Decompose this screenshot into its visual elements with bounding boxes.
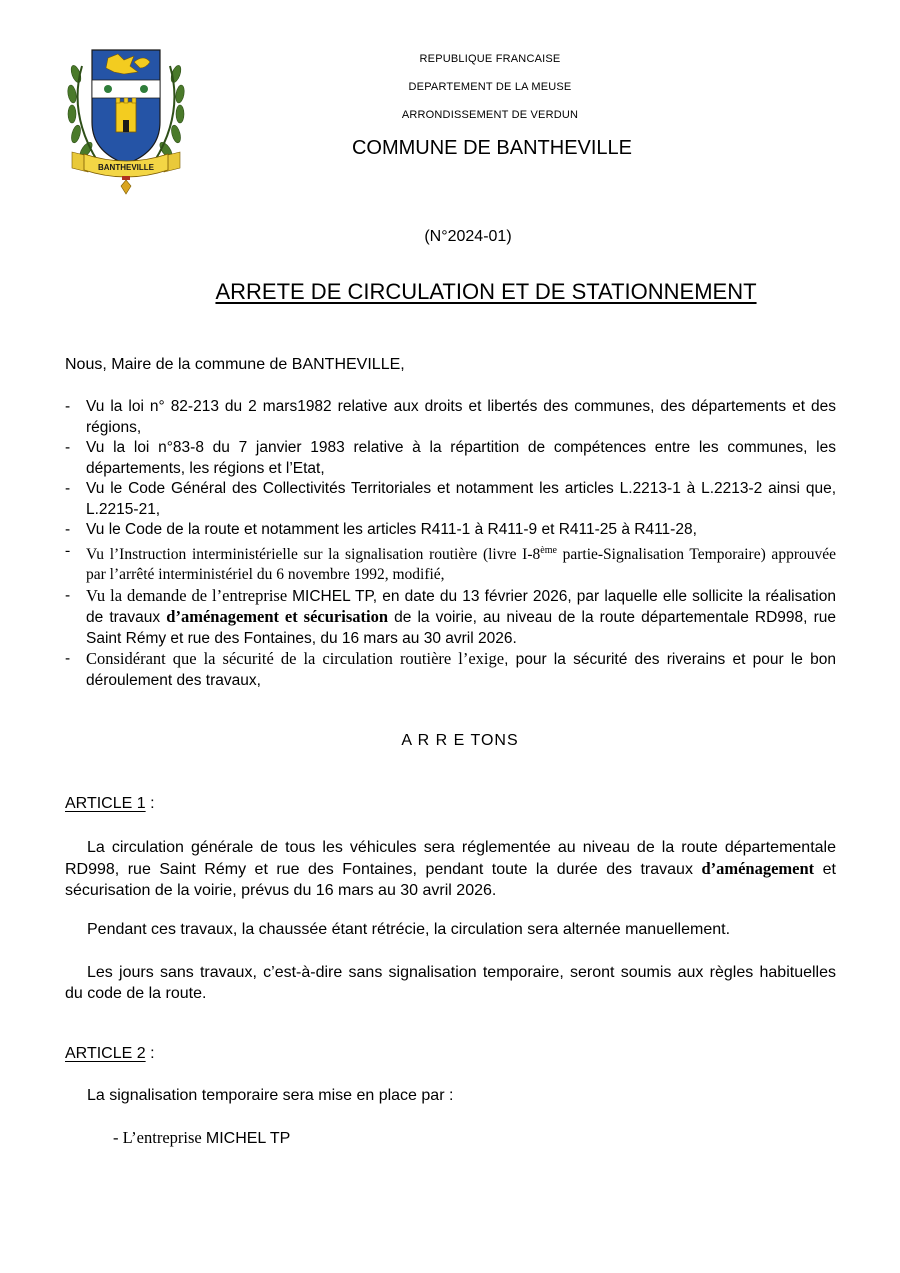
article-2-heading (65, 1045, 155, 1063)
article-2-colon: : (145, 1045, 155, 1062)
considerants-list (65, 397, 836, 691)
company-name: MICHEL TP (292, 587, 373, 605)
article-2-company: MICHEL TP (205, 1130, 291, 1147)
medal-icon (121, 176, 131, 194)
demande-text: de la voirie, au niveau de la route départementale RD998, rue Saint Rémy et rue des Fontaines, du 16 mars au 30 avril 2026. (86, 609, 836, 647)
article-1-bold: d’aménagement (701, 859, 815, 878)
article-1-paragraph-2: Pendant ces travaux, la chaussée étant rétrécie, la circulation sera alternée manuellement. (87, 921, 731, 938)
instruction-text-end: partie-Signalisation Temporaire) approuvée par l’arrêté interministériel du 6 novembre 1992, modifié, (86, 545, 836, 584)
article-2-title: ARTICLE 2 (65, 1045, 146, 1062)
list-item-demande (65, 586, 836, 650)
article-1-text-end: et sécurisation de la voirie, prévus du 16 mars au 30 avril 2026. (65, 861, 836, 899)
considerant-text-end: , pour la sécurité des riverains et pour le bon déroulement des travaux, (86, 651, 836, 689)
demande-bold: d’aménagement et sécurisation (166, 607, 388, 627)
article-2-item-prefix: - L’entreprise (113, 1128, 206, 1147)
intro-line: Nous, Maire de la commune de BANTHEVILLE, (65, 356, 405, 373)
instruction-superscript: ème (540, 544, 557, 556)
article-2-item (113, 1128, 290, 1148)
document-title-text: ARRETE DE CIRCULATION ET DE STATIONNEMENT (215, 279, 757, 304)
shield-icon (92, 50, 160, 164)
article-1-title: ARTICLE 1 (65, 795, 146, 812)
instruction-text: Vu l’Instruction interministérielle sur la signalisation routière (livre I-8 (86, 545, 541, 563)
list-item: - Vu le Code de la route et notamment les articles R411-1 à R411-9 et R411-25 à R411-28, (65, 520, 836, 541)
header-departement: DEPARTEMENT DE LA MEUSE (408, 81, 572, 93)
considerant-text: Considérant que la sécurité de la circulation routière l’exige (86, 649, 505, 669)
demande-text: , en date du 13 février 2026, par laquelle elle sollicite la réalisation de travaux (86, 587, 836, 627)
commune-coat-of-arms (64, 44, 188, 196)
banner-text: BANTHEVILLE (98, 163, 154, 172)
article-1-paragraph-1 (65, 837, 836, 901)
article-1-colon: : (145, 795, 155, 812)
arretons-heading: A R R E TONS (401, 732, 519, 749)
list-item-instruction (65, 541, 836, 586)
list-item: - Vu la loi n°83-8 du 7 janvier 1983 relative à la répartition de compétences entre les communes, les départements, les régions et l’Etat, (65, 438, 836, 479)
article-2-paragraph-1: La signalisation temporaire sera mise en place par : (87, 1087, 454, 1104)
commune-name: COMMUNE DE BANTHEVILLE (351, 137, 633, 159)
article-1-heading (65, 795, 155, 813)
arrete-number: (N°2024-01) (424, 228, 512, 245)
header-republique: REPUBLIQUE FRANCAISE (419, 53, 561, 65)
document-title (110, 279, 862, 305)
list-item-considerant (65, 649, 836, 691)
list-item: - Vu le Code Général des Collectivités Territoriales et notamment les articles L.2213-1 à L.2213-2 ainsi que, L.2215-21, (65, 479, 836, 520)
article-1-text: La circulation générale de tous les véhicules sera réglementée au niveau de la route départementale RD998, rue Saint Rémy et rue des Fontaines, pendant toute la durée des travaux (65, 839, 836, 878)
header-arrondissement: ARRONDISSEMENT DE VERDUN (401, 109, 579, 121)
demande-text: Vu la demande de l’entreprise (86, 585, 293, 605)
list-item: - Vu la loi n° 82-213 du 2 mars1982 relative aux droits et libertés des communes, des départements et des régions, (65, 397, 836, 438)
article-1-paragraph-3: Les jours sans travaux, c’est-à-dire sans signalisation temporaire, seront soumis aux règles habituelles du code de la route. (65, 964, 836, 1002)
